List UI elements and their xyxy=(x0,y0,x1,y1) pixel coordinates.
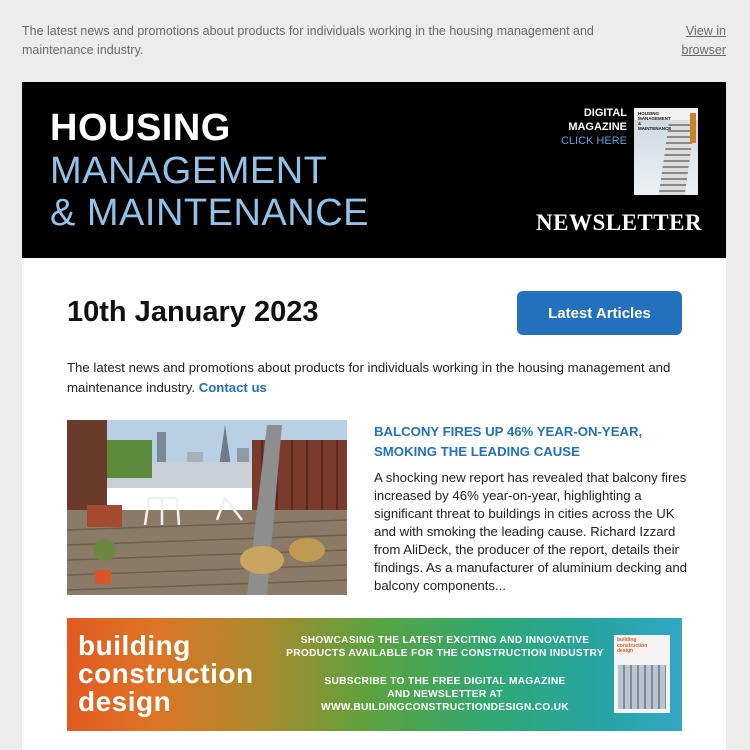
ad-cover-building-icon xyxy=(618,665,666,709)
ad-subscribe-line1: SUBSCRIBE TO THE FREE DIGITAL MAGAZINE xyxy=(324,676,566,687)
issue-date: 10th January 2023 xyxy=(67,296,319,328)
intro-paragraph xyxy=(67,358,687,398)
ad-brand-line3: design xyxy=(78,686,172,717)
article-title-link[interactable]: BALCONY FIRES UP 46% YEAR-ON-YEAR, SMOKING THE LEADING CAUSE xyxy=(374,424,643,459)
latest-articles-button[interactable]: Latest Articles xyxy=(517,291,682,335)
newsletter-banner[interactable] xyxy=(22,82,726,258)
brand-line-management: MANAGEMENT xyxy=(50,150,328,192)
article-image-balcony[interactable] xyxy=(67,420,347,595)
ad-brand-line2: construction xyxy=(78,658,254,689)
contact-us-link[interactable]: Contact us xyxy=(198,380,267,395)
ad-subscribe-line2: AND NEWSLETTER AT xyxy=(387,689,503,700)
ad-magazine-cover xyxy=(614,635,670,713)
preheader-text: The latest news and promotions about products for individuals working in the housing management and maintenance industry. xyxy=(22,24,594,57)
magazine-cover-title: HOUSING MANAGEMENT & MAINTENANCE xyxy=(638,111,672,131)
brand-line-maintenance: & MAINTENANCE xyxy=(50,192,369,234)
ad-brand-logo xyxy=(78,632,254,716)
brand-logo xyxy=(50,106,369,234)
magazine-cover-image[interactable] xyxy=(634,108,698,195)
click-here-label: CLICK HERE xyxy=(560,135,627,147)
ad-tagline-line2: PRODUCTS AVAILABLE FOR THE CONSTRUCTION INDUSTRY xyxy=(286,647,604,659)
ad-brand-line1: building xyxy=(78,630,191,661)
brand-line-housing: HOUSING xyxy=(50,107,231,149)
ad-cover-title: building construction design xyxy=(617,637,648,654)
view-in-browser-link[interactable]: View in browser xyxy=(681,24,726,57)
ad-subscribe-text xyxy=(275,675,615,714)
article-summary: A shocking new report has revealed that balcony fires increased by 46% year-on-year, highlighting a significant threat to buildings in cities across the UK and with smoking the leading cause. Richard Izzard from AliDeck, the producer of the report, details their findings. As a manufacturer of aluminium decking and balcony components... xyxy=(374,470,688,593)
ad-tagline xyxy=(275,635,615,660)
intro-text: The latest news and promotions about products for individuals working in the housing management and maintenance industry. xyxy=(67,360,671,395)
main-content xyxy=(22,258,726,750)
ad-website-url[interactable]: WWW.BUILDINGCONSTRUCTIONDESIGN.CO.UK xyxy=(321,702,569,713)
building-construction-design-ad[interactable] xyxy=(67,618,682,731)
newsletter-heading: NEWSLETTER xyxy=(536,210,703,235)
digital-magazine-label: DIGITAL MAGAZINE xyxy=(568,107,627,133)
digital-magazine-link[interactable] xyxy=(524,106,627,148)
ad-tagline-line1: SHOWCASING THE LATEST EXCITING AND INNOVATIVE xyxy=(300,635,590,646)
